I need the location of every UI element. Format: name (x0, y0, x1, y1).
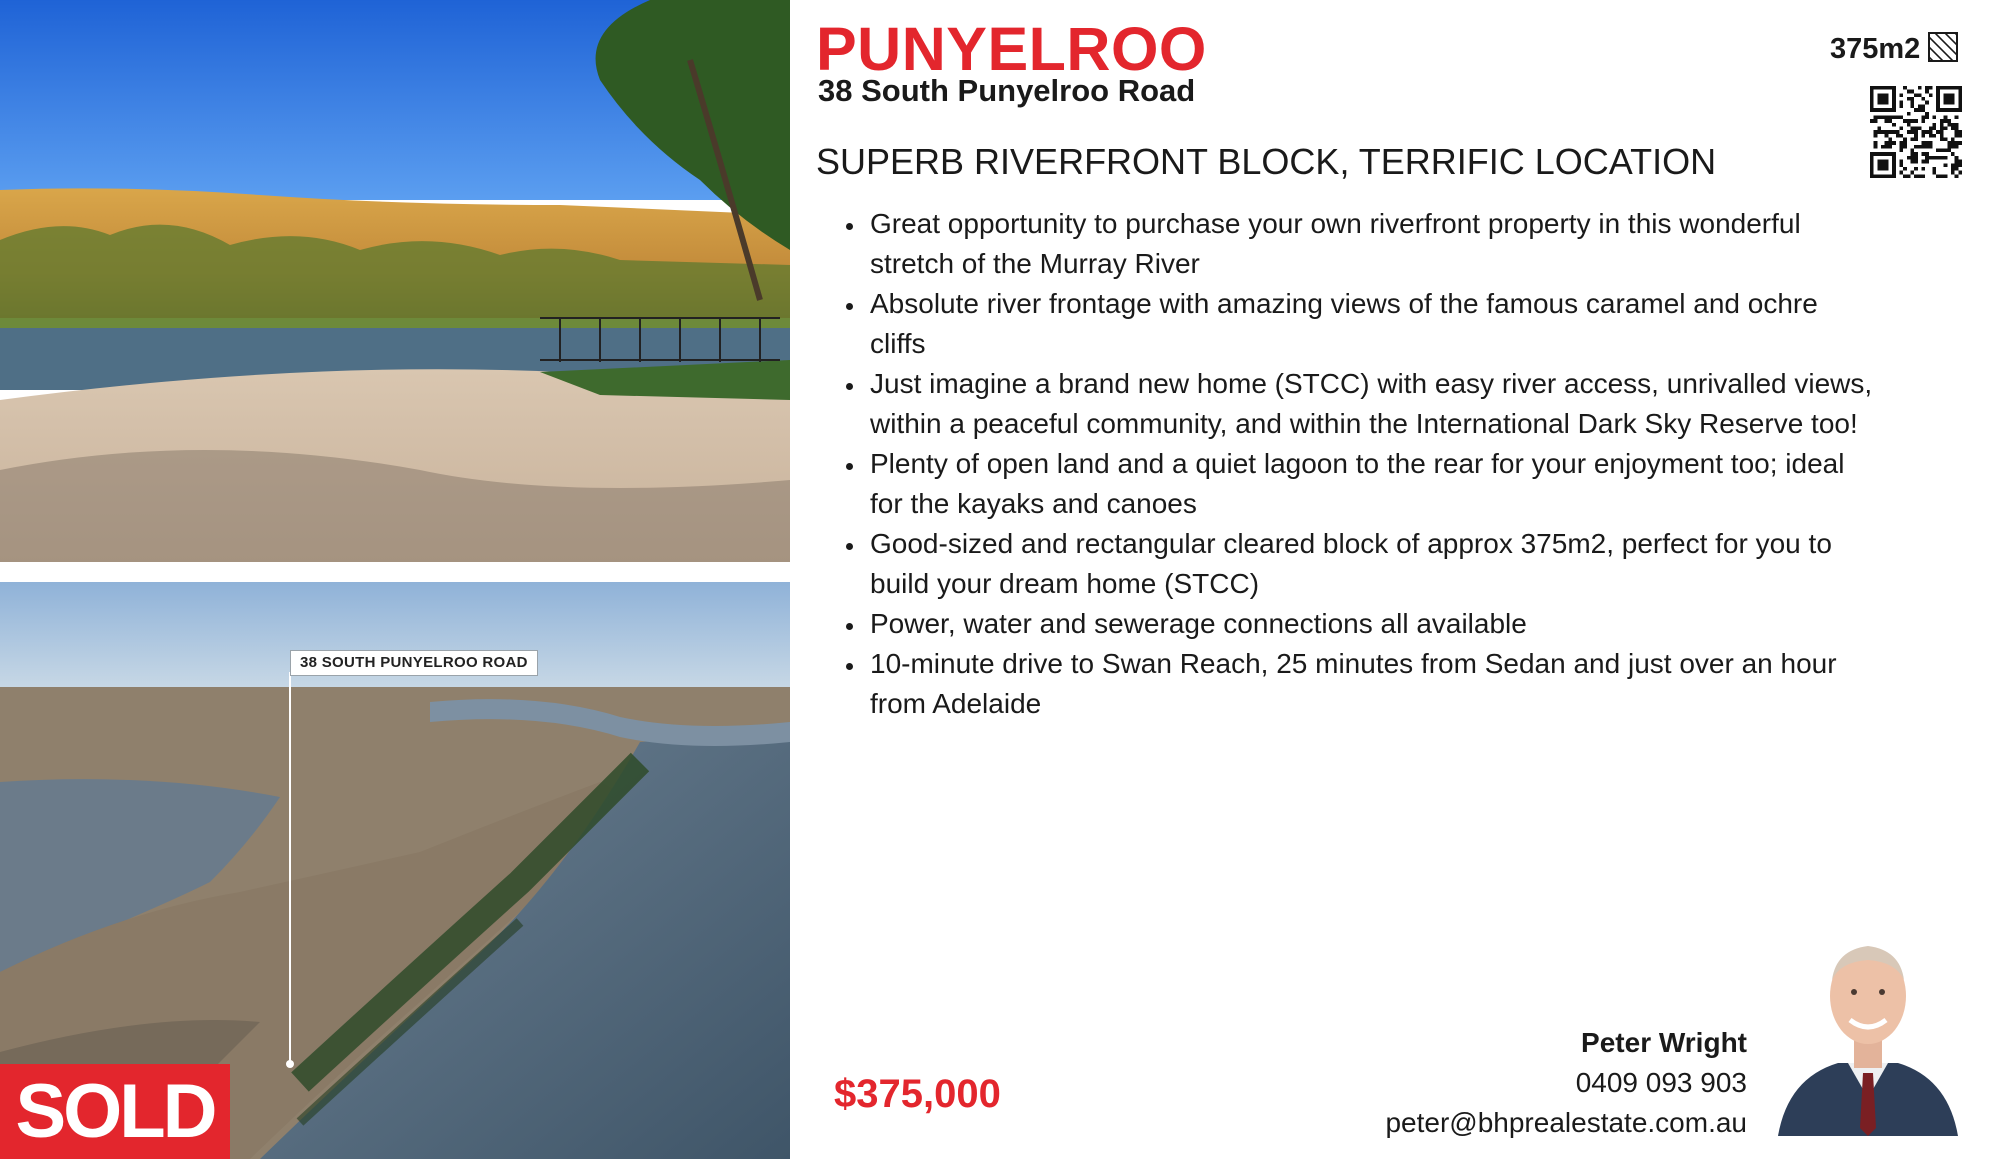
property-map-label: 38 SOUTH PUNYELROO ROAD (290, 650, 538, 676)
feature-item: • Plenty of open land and a quiet lagoon to the rear for your enjoyment too; ideal for the kayaks and canoes (866, 444, 1876, 524)
feature-item: • Power, water and sewerage connections all available (866, 604, 1876, 644)
feature-item: • Great opportunity to purchase your own riverfront property in this wonderful stretch of the Murray River (866, 204, 1876, 284)
feature-item: • Good-sized and rectangular cleared block of approx 375m2, perfect for you to build your dream home (STCC) (866, 524, 1876, 604)
feature-item: • Just imagine a brand new home (STCC) with easy river access, unrivalled views, within a peaceful community, and within the International Dark Sky Reserve too! (866, 364, 1876, 444)
listing-headline: SUPERB RIVERFRONT BLOCK, TERRIFIC LOCATION (816, 141, 1717, 182)
agent-phone[interactable]: 0409 093 903 (1575, 1067, 1747, 1098)
price: $375,000 (834, 1072, 1001, 1116)
sold-badge: SOLD (0, 1064, 230, 1159)
feature-item: • 10-minute drive to Swan Reach, 25 minutes from Sedan and just over an hour from Adelaide (866, 644, 1876, 724)
agent-email[interactable]: peter@bhprealestate.com.au (1385, 1107, 1747, 1138)
qr-code[interactable] (1870, 86, 1962, 178)
agent-photo (1768, 928, 1968, 1136)
agent-name: Peter Wright (1581, 1027, 1747, 1058)
land-size-value: 375m2 (1830, 33, 1921, 65)
land-size (1830, 30, 1960, 69)
agent-contact (1385, 1023, 1747, 1143)
hatched-square-icon (1926, 30, 1960, 69)
feature-list (838, 204, 1876, 724)
riverfront-photo (0, 0, 790, 562)
property-address: 38 South Punyelroo Road (818, 73, 1196, 108)
suburb-title: PUNYELROO (816, 15, 1207, 83)
feature-item: • Absolute river frontage with amazing views of the famous caramel and ochre cliffs (866, 284, 1876, 364)
